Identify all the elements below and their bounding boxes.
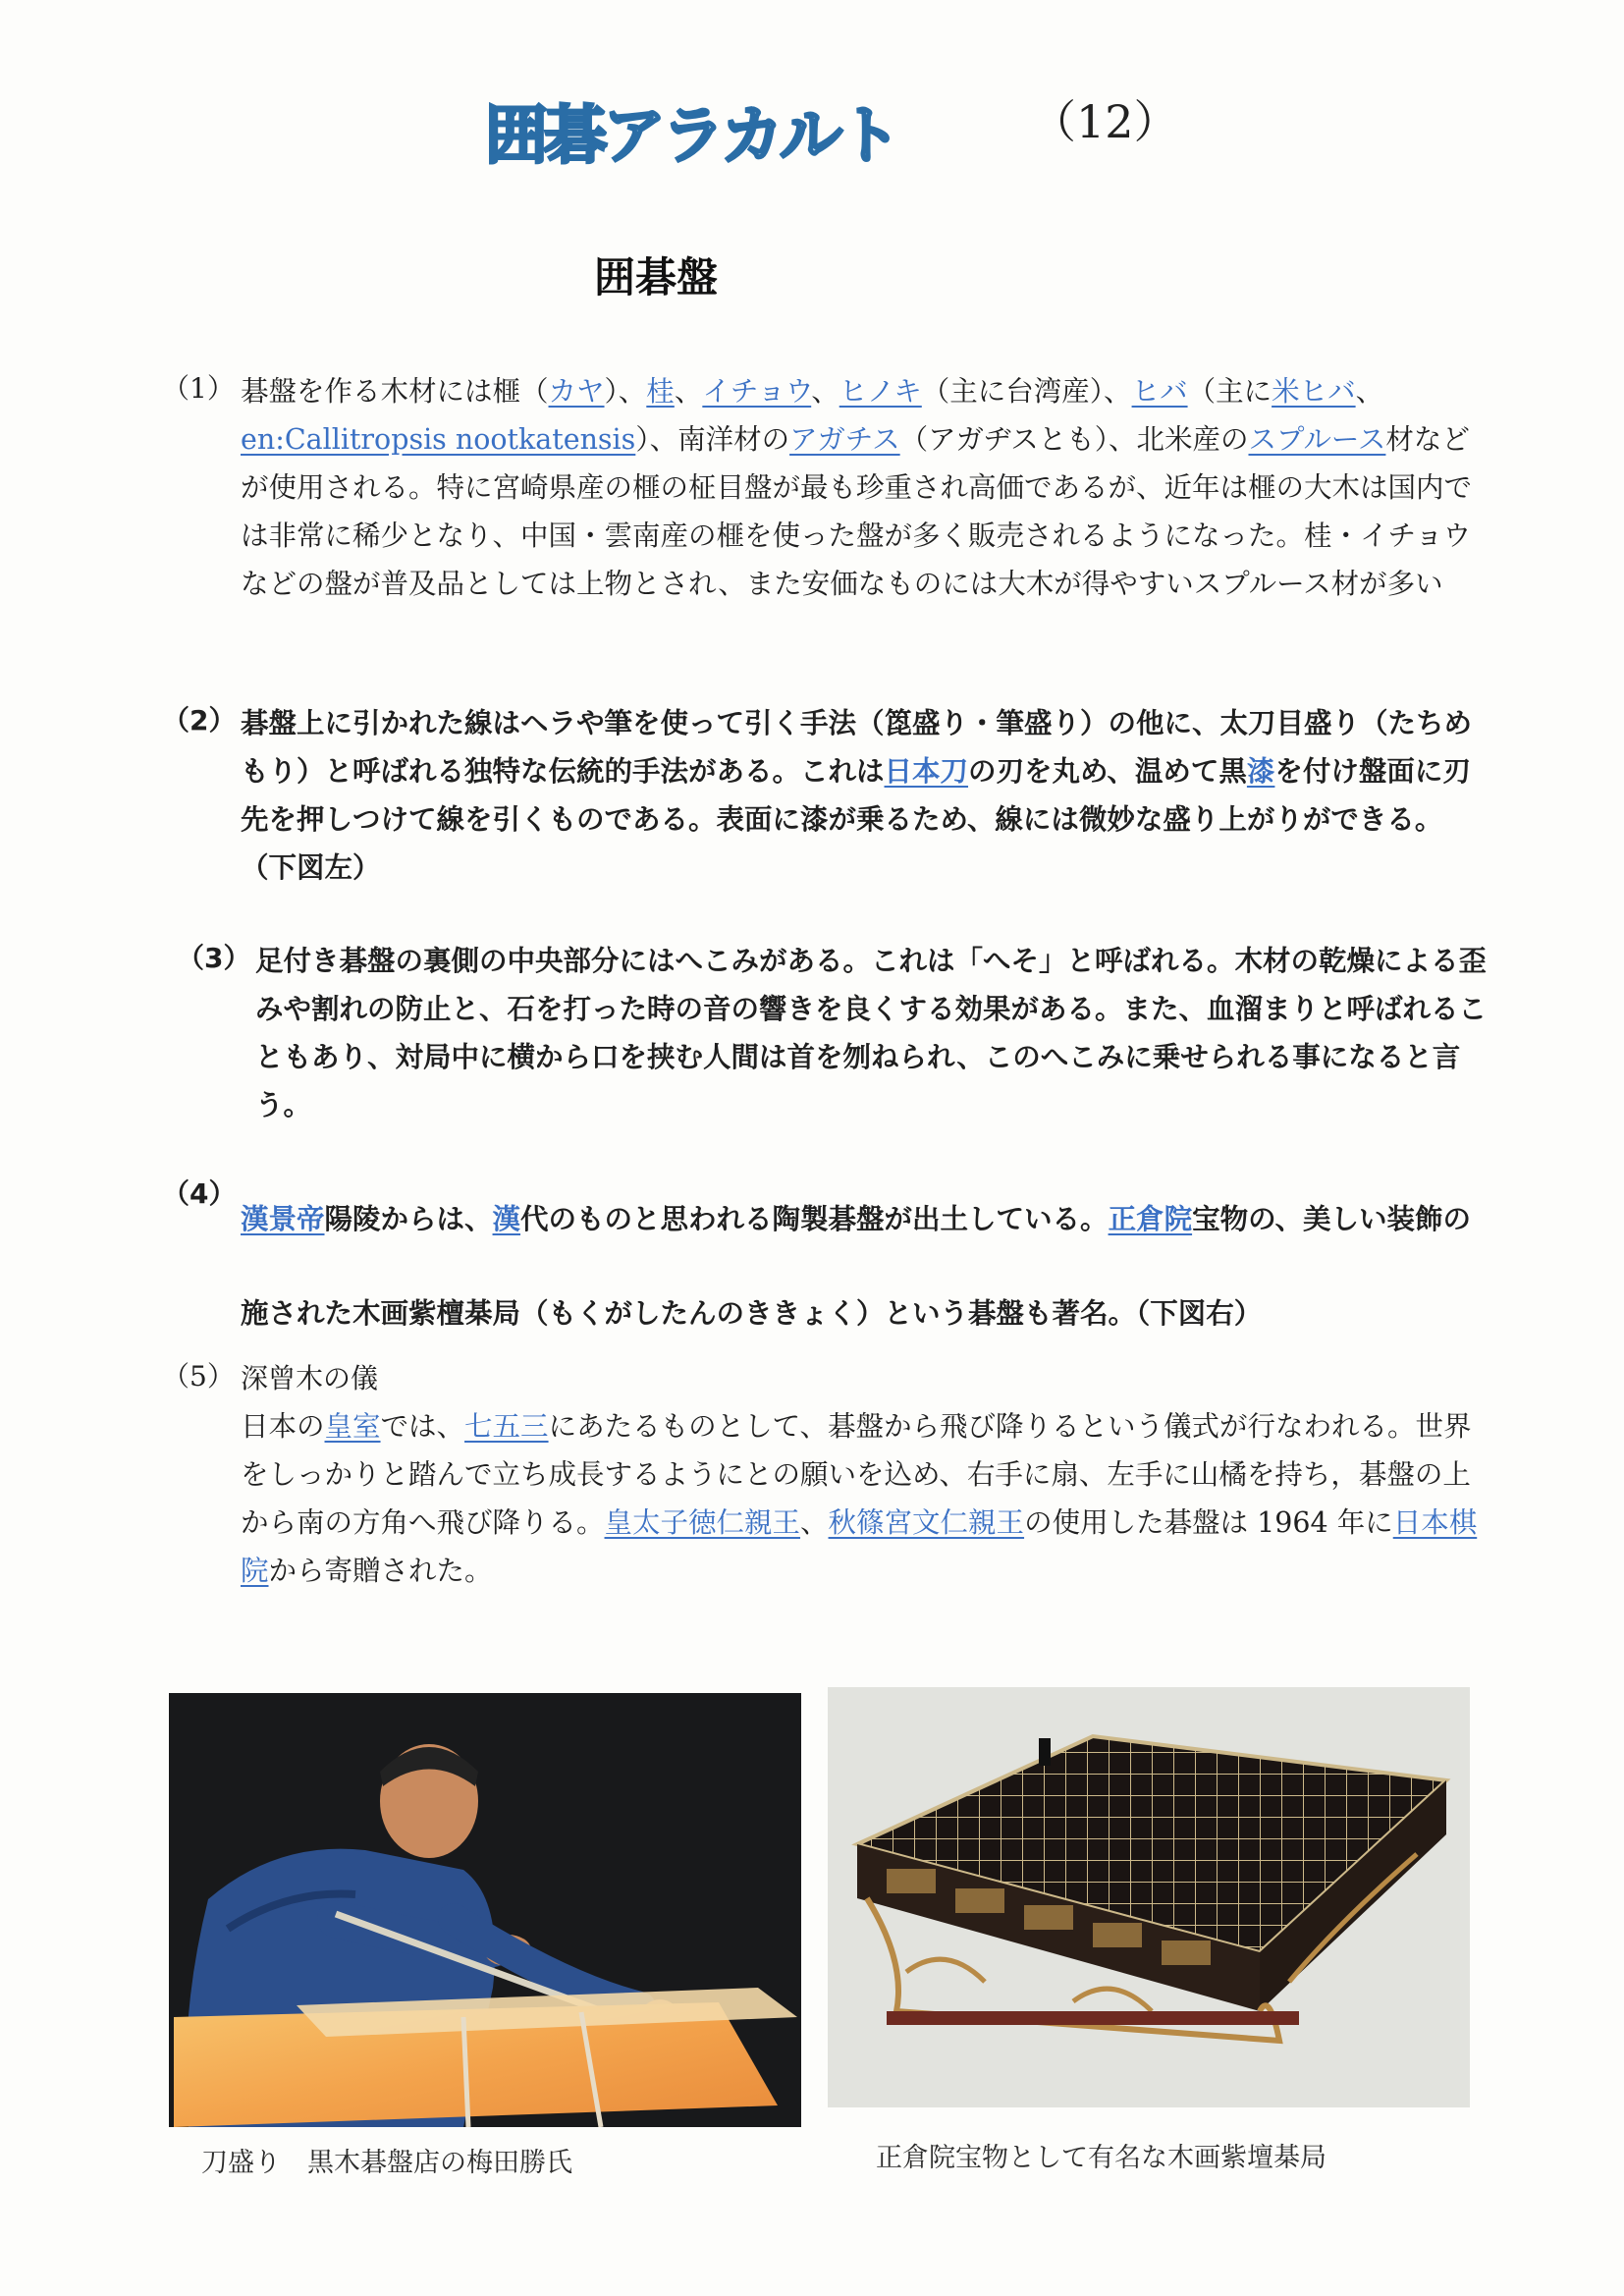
section-subtitle: 深曾木の儀 <box>241 1362 379 1394</box>
section-number: （2） <box>162 704 237 737</box>
paragraph-text: を付け盤面に刃先を押しつけて線を引くものである。表面に漆が乗るため、線には微妙な盛り上がりができる。（下図左） <box>241 755 1471 884</box>
section-number: （5） <box>162 1360 235 1393</box>
article-link[interactable]: 日本棋院 <box>241 1506 1478 1587</box>
article-link[interactable]: ヒバ <box>1131 375 1188 408</box>
paragraph-text: の刃を丸め、温めて黒 <box>968 755 1247 788</box>
article-link[interactable]: イチョウ <box>702 375 812 408</box>
caption-left: 刀盛り 黒木碁盤店の梅田勝氏 <box>201 2148 572 2178</box>
paragraph-text: 、 <box>1355 375 1384 408</box>
article-link[interactable]: 漢景帝 <box>241 1203 325 1235</box>
paragraph-text: 陽陵からは、 <box>324 1203 493 1235</box>
photo-blade-line-drawing <box>169 1693 801 2127</box>
issue-number: （12） <box>1031 95 1179 148</box>
photo-shosoin-go-board <box>828 1687 1470 2107</box>
series-logo <box>481 79 923 177</box>
paragraph-text: 、 <box>674 375 703 408</box>
paragraph-text: 碁盤上に引かれた線はヘラや筆を使って引く手法（箆盛り・筆盛り）の他に、太刀目盛り（たちめもり）と呼ばれる独特な伝統的手法がある。これは <box>241 707 1473 788</box>
section-4 <box>162 1173 1478 1361</box>
paragraph-text: （アガヂスとも）、北米産の <box>899 423 1249 456</box>
paragraph-text: （主に <box>1187 375 1272 408</box>
page-title: 囲碁盤 <box>594 253 719 301</box>
article-link[interactable]: en:Callitropsis nootkatensis <box>241 423 636 456</box>
paragraph-text: では、 <box>380 1410 465 1443</box>
paragraph-text: （主に台湾産）、 <box>921 375 1132 408</box>
paragraph-text: 材などが使用される。特に宮崎県産の榧の柾目盤が最も珍重され高価であるが、近年は榧の大木は国内では非常に稀少となり、中国・雲南産の榧を使った盤が多く販売されるようになった。桂・イチョウなどの盤が普及品としては上物とされ、また安価なものには大木が得やすいスプルース材が多い <box>241 423 1473 600</box>
section-body <box>241 367 1478 608</box>
article-link[interactable]: 桂 <box>646 375 675 408</box>
section-5 <box>162 1355 1478 1595</box>
paragraph-text: 、 <box>811 375 839 408</box>
paragraph-text: から寄贈された。 <box>268 1555 493 1587</box>
paragraph-text: にあたるものとして、碁盤から飛び降りるという儀式が行なわれる。世界をしっかりと踏んで立ち成長するようにとの願いを込め、右手に扇、左手に山橘を持ち，碁盤の上から南の方角へ飛び降りる。 <box>241 1410 1472 1539</box>
article-link[interactable]: 皇室 <box>324 1410 381 1443</box>
section-number: （3） <box>177 942 251 974</box>
article-link[interactable]: 漢 <box>492 1203 521 1235</box>
paragraph-text: 日本の <box>241 1410 325 1443</box>
caption-right: 正倉院宝物として有名な木画紫壇棊局 <box>876 2143 1326 2173</box>
article-link[interactable]: 七五三 <box>464 1410 549 1443</box>
section-number: （4） <box>162 1177 237 1210</box>
article-link[interactable]: ヒノキ <box>839 375 922 408</box>
paragraph-text: ）、 <box>604 375 647 408</box>
section-number: （1） <box>162 372 235 405</box>
section-body <box>255 937 1492 1129</box>
section-body <box>241 1173 1478 1361</box>
section-2 <box>162 699 1478 892</box>
paragraph-text: 宝物の、美しい装飾の施された木画紫檀棊局（もくがしたんのききょく）という碁盤も著名。（下図右） <box>241 1203 1471 1330</box>
article-link[interactable]: 漆 <box>1246 755 1275 788</box>
paragraph-text: ）、南洋材の <box>635 423 790 456</box>
section-3 <box>177 937 1492 1129</box>
article-link[interactable]: 秋篠宮文仁親王 <box>828 1506 1025 1539</box>
article-link[interactable]: 米ヒバ <box>1272 375 1356 408</box>
article-link[interactable]: スプルース <box>1248 423 1386 456</box>
article-link[interactable]: 皇太子徳仁親王 <box>604 1506 801 1539</box>
paragraph-text: 、 <box>800 1506 829 1539</box>
article-link[interactable]: カヤ <box>548 375 605 408</box>
article-link[interactable]: アガチス <box>789 423 900 456</box>
article-link[interactable]: 日本刀 <box>884 755 969 788</box>
logo-text: 囲碁アラカルト <box>485 100 897 173</box>
article-link[interactable]: 正倉院 <box>1108 1203 1193 1235</box>
paragraph-text: 碁盤を作る木材には榧（ <box>241 375 549 408</box>
section-body <box>241 1402 1478 1595</box>
paragraph-text: 足付き碁盤の裏側の中央部分にはへこみがある。これは「へそ」と呼ばれる。木材の乾燥による歪みや割れの防止と、石を打った時の音の響きを良くする効果がある。また、血溜まりと呼ばれることもあり、対局中に横から口を挟む人間は首を刎ねられ、このへこみに乗せられる事になると言う。 <box>255 945 1488 1121</box>
section-body <box>241 699 1478 892</box>
paragraph-text: 代のものと思われる陶製碁盤が出土している。 <box>520 1203 1109 1235</box>
paragraph-text: の使用した碁盤は 1964 年に <box>1024 1506 1393 1539</box>
section-1 <box>162 367 1478 608</box>
